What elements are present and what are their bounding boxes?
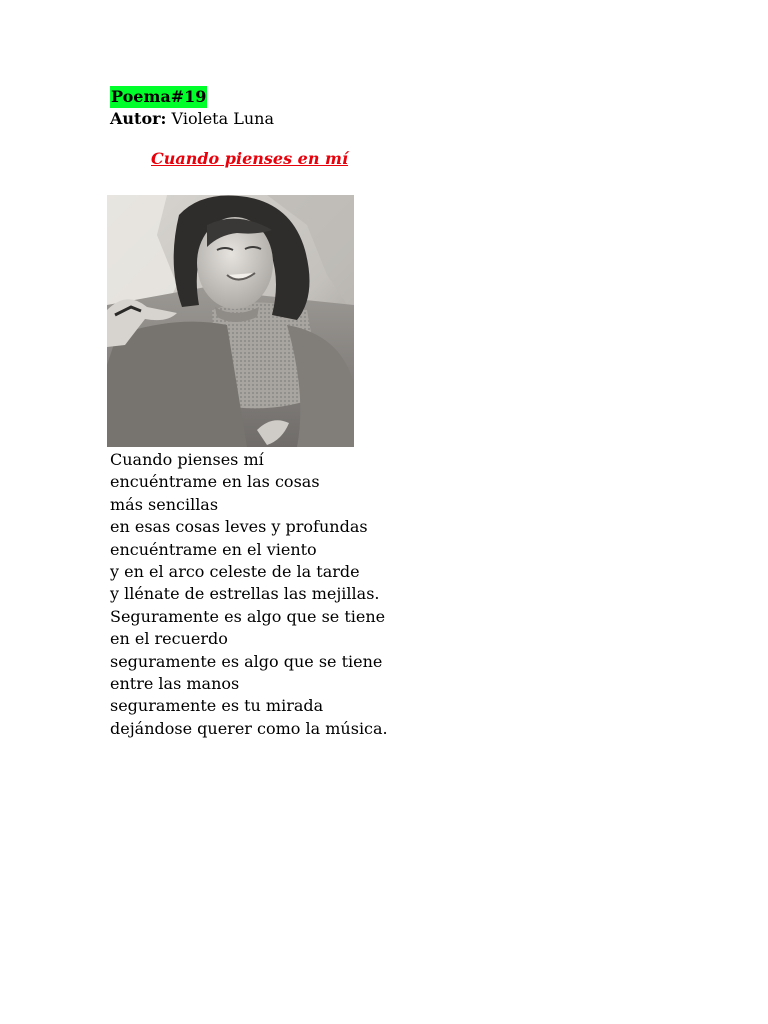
poem-line: y llénate de estrellas las mejillas. [110, 584, 380, 604]
poem-line: en el recuerdo [110, 629, 228, 649]
poem-line: dejándose querer como la música. [110, 718, 388, 738]
poem-number: Poema#19 [111, 87, 207, 106]
author-photo [107, 195, 354, 447]
poem-line: encuéntrame en el viento [110, 539, 317, 559]
poem-line: más sencillas [110, 494, 219, 514]
poem-body [110, 449, 510, 740]
poem-line: seguramente es algo que se tiene [110, 651, 383, 671]
poem-line: en esas cosas leves y profundas [110, 517, 368, 537]
poem-line: y en el arco celeste de la tarde [110, 561, 360, 581]
poem-line: Seguramente es algo que se tiene [110, 606, 386, 626]
author-name: Violeta Luna [171, 109, 274, 128]
author-label: Autor: [110, 109, 167, 128]
poem-line: entre las manos [110, 673, 240, 693]
poem-line: Cuando pienses mí [110, 450, 264, 469]
author-line [110, 108, 274, 130]
poem-line: seguramente es tu mirada [110, 696, 324, 716]
poem-line: encuéntrame en las cosas [110, 472, 320, 492]
poem-title: Cuando pienses en mí [151, 149, 349, 168]
